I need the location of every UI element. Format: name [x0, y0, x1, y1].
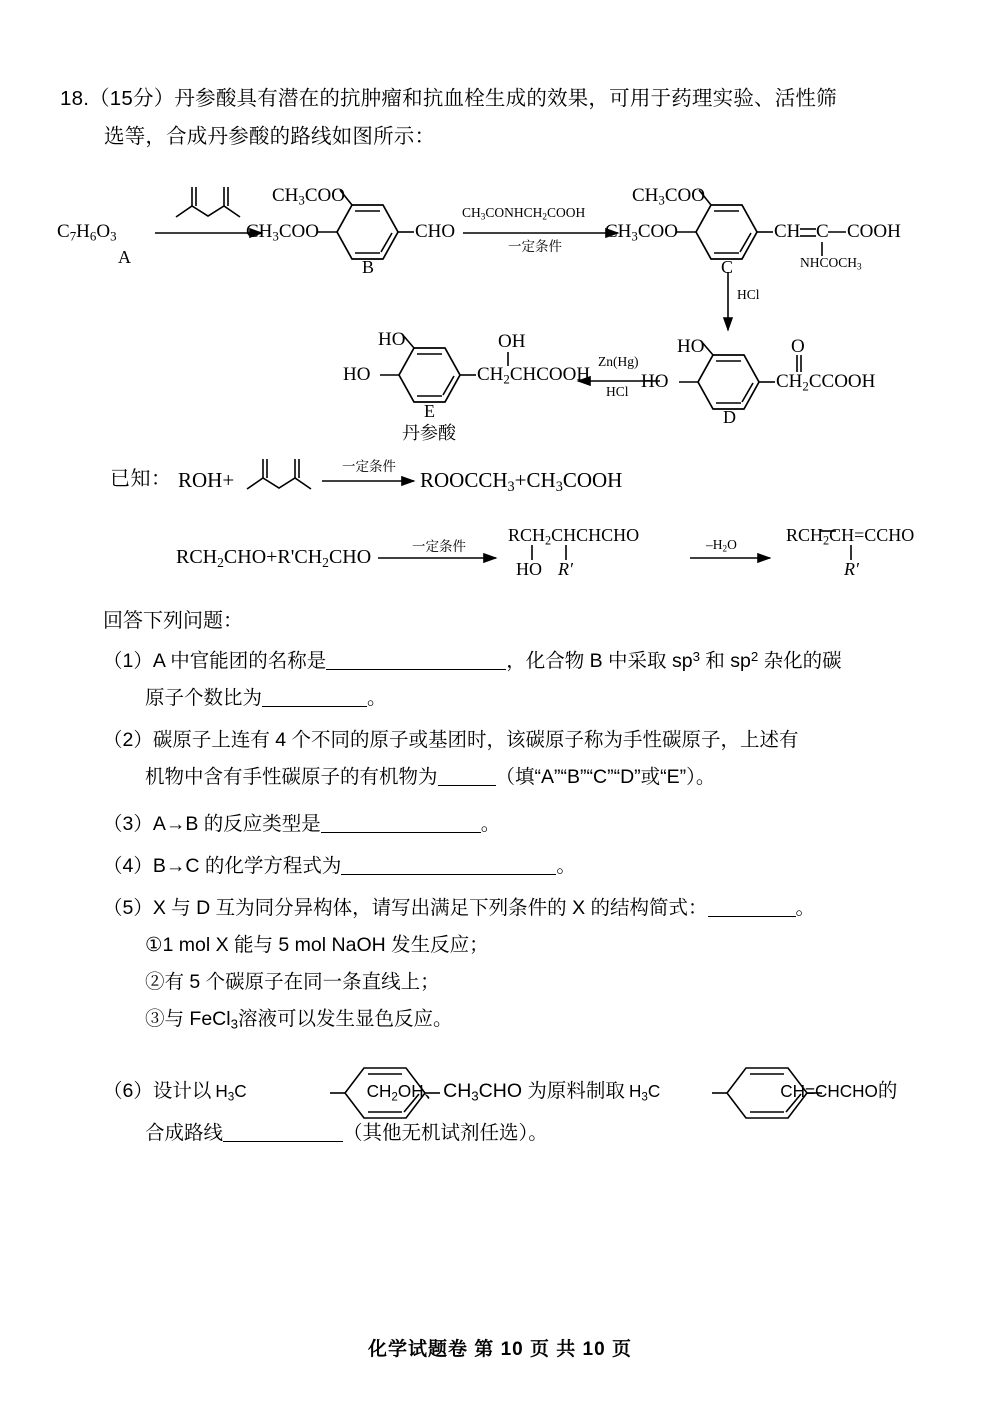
q1-period: 。: [367, 686, 387, 709]
compound-c-chain-ch: CH: [774, 221, 801, 242]
q6-text-a: （6）设计以: [103, 1080, 212, 1102]
question-heading: [60, 80, 950, 156]
compound-e-chain: $CH_2CHCOOH$: [477, 364, 591, 387]
q5-text-a: （5）X 与 D 互为同分异构体，请写出满足下列条件的 X 的结构简式：: [103, 897, 708, 919]
reagent-step4-bottom: HCl: [606, 384, 629, 399]
q1-blank-2[interactable]: [262, 706, 367, 707]
known2-right-rprime: R′: [844, 559, 859, 579]
answer-section-heading: 回答下列问题：: [103, 610, 243, 632]
known1-left: ROH+: [178, 468, 235, 492]
compound-b-label: B: [362, 257, 375, 277]
known2-condition1: 一定条件: [412, 539, 466, 554]
arrow-hcl-label: HCl: [737, 287, 760, 302]
compound-e-top-substituent: HO: [378, 329, 406, 350]
compound-b-left-substituent: $CH_3COO$: [246, 221, 319, 244]
q6-text-c: 的: [877, 1080, 898, 1102]
question-number: 18.: [60, 87, 90, 110]
question-line1: 丹参酸具有潜在的抗肿瘤和抗血栓生成的效果，可用于药理实验、活性筛: [174, 87, 837, 110]
reagent-step4-top: Zn(Hg): [598, 354, 639, 369]
known-label: 已知：: [110, 468, 172, 490]
compound-d-carbonyl-o: O: [791, 336, 805, 357]
q1-line2: [145, 680, 953, 717]
q5-condition-3: [145, 1001, 953, 1043]
q5-c3-sub: 3: [230, 1016, 238, 1032]
known2-right-product: $RCH_2CH=CCHO$: [786, 525, 915, 548]
compound-d-chain: $CH_2CCOOH$: [776, 371, 876, 394]
q1-text-b: ，化合物 B 中采取 sp: [506, 649, 693, 672]
question-5: [103, 890, 953, 1043]
q4-text-a: （4）B→C 的化学方程式为: [103, 855, 342, 877]
compound-e-name: 丹参酸: [402, 423, 456, 443]
known2-middle-product: $RCH_2CHCHCHO$: [508, 525, 640, 548]
question-6: [103, 1073, 953, 1152]
q6-line2: [145, 1115, 953, 1152]
page-footer: 化学试题卷 第 10 页 共 10 页: [368, 1339, 632, 1360]
q6-text-b: 、$CH_3CHO$ 为原料制取: [423, 1080, 625, 1104]
q5-condition-2: ②有 5 个碳原子在同一条直线上；: [145, 971, 440, 993]
question-2: [103, 722, 953, 796]
compound-d-label: D: [723, 407, 736, 427]
compound-c-chain-c: C: [816, 221, 829, 242]
compound-e-left-substituent: HO: [343, 364, 371, 385]
question-1: [103, 638, 953, 717]
q5-c3-text-b: 溶液可以发生显色反应。: [237, 1008, 453, 1030]
compound-e-label: E: [424, 401, 435, 421]
q5-c3-text-a: ③与 FeCl: [145, 1008, 231, 1030]
compound-c-top-substituent: $CH_3COO$: [632, 185, 705, 208]
question-4: [103, 848, 953, 885]
compound-e-hydroxyl: OH: [498, 331, 526, 352]
q1-blank-1[interactable]: [326, 669, 506, 670]
compound-b-top-substituent: $CH_3COO$: [272, 185, 345, 208]
q6-reactant1-right: $CH_2OH$: [366, 1081, 424, 1104]
compound-a-formula: $C_7H_6O_3$: [57, 221, 117, 244]
q3-text-a: （3）A→B 的反应类型是: [103, 813, 321, 835]
compound-a-label: A: [118, 247, 131, 267]
q1-text-d: 杂化的碳: [763, 649, 842, 672]
known2-left: $RCH_2CHO+R'CH_2CHO$: [176, 546, 372, 570]
q1-text-e: 原子个数比为: [145, 686, 263, 709]
q3-blank[interactable]: [321, 832, 481, 833]
q1-text-a: （1）A 中官能团的名称是: [103, 649, 327, 672]
question-line2: 选等，合成丹参酸的路线如图所示：: [104, 125, 436, 148]
compound-b-right-substituent: CHO: [415, 221, 456, 242]
q5-blank[interactable]: [708, 916, 796, 917]
q6-blank[interactable]: [223, 1141, 343, 1142]
q5-condition-1: ①1 mol X 能与 5 mol NaOH 发生反应；: [145, 934, 489, 956]
q6-text-d: 合成路线: [145, 1122, 224, 1145]
compound-c-chain-cooh: COOH: [847, 221, 901, 242]
compound-d-top-substituent: HO: [677, 336, 705, 357]
q6-reactant1-left: $H_3C$: [215, 1081, 247, 1104]
compound-d-left-substituent: HO: [641, 371, 669, 392]
known2-middle-rprime: R′: [558, 559, 573, 579]
q2-text-b: （填“A”“B”“C”“D”或“E”）。: [495, 766, 716, 788]
question-score: （15分）: [89, 87, 175, 110]
q6-product-right: CH=CHCHO: [780, 1081, 878, 1101]
known2-middle-ho: HO: [516, 559, 542, 579]
q3-period: 。: [480, 813, 501, 835]
compound-c-label: C: [721, 257, 734, 277]
q6-product-left: $H_3C$: [628, 1081, 661, 1104]
known1-condition: 一定条件: [342, 459, 396, 474]
compound-c-branch: $NHCOCH_3$: [800, 255, 862, 272]
known1-right: $ROOCCH_3+CH_3COOH$: [420, 468, 623, 495]
known2-condition2: $-H_2O$: [706, 537, 737, 554]
q1-sup-1: 3: [692, 649, 700, 664]
q1-sup-2: 2: [750, 649, 759, 664]
compound-c-left-substituent: $CH_3COO$: [605, 221, 678, 244]
reagent-step2-bottom: 一定条件: [508, 239, 562, 254]
q6-text-e: （其他无机试剂任选）。: [343, 1122, 548, 1145]
q4-period: 。: [556, 855, 576, 877]
reagent-step2-top: $CH_3CONHCH_2COOH$: [462, 205, 586, 222]
q2-blank[interactable]: [438, 785, 496, 786]
q2-line2: [145, 759, 953, 796]
q2-line1: （2）碳原子上连有 4 个不同的原子或基团时，该碳原子称为手性碳原子，上述有: [103, 729, 799, 751]
q2-text-a: 机物中含有手性碳原子的有机物为: [145, 766, 438, 788]
q5-period: 。: [795, 897, 816, 919]
q1-text-c: 和 sp: [705, 649, 751, 672]
question-3: [103, 806, 953, 843]
q4-blank[interactable]: [341, 874, 556, 875]
